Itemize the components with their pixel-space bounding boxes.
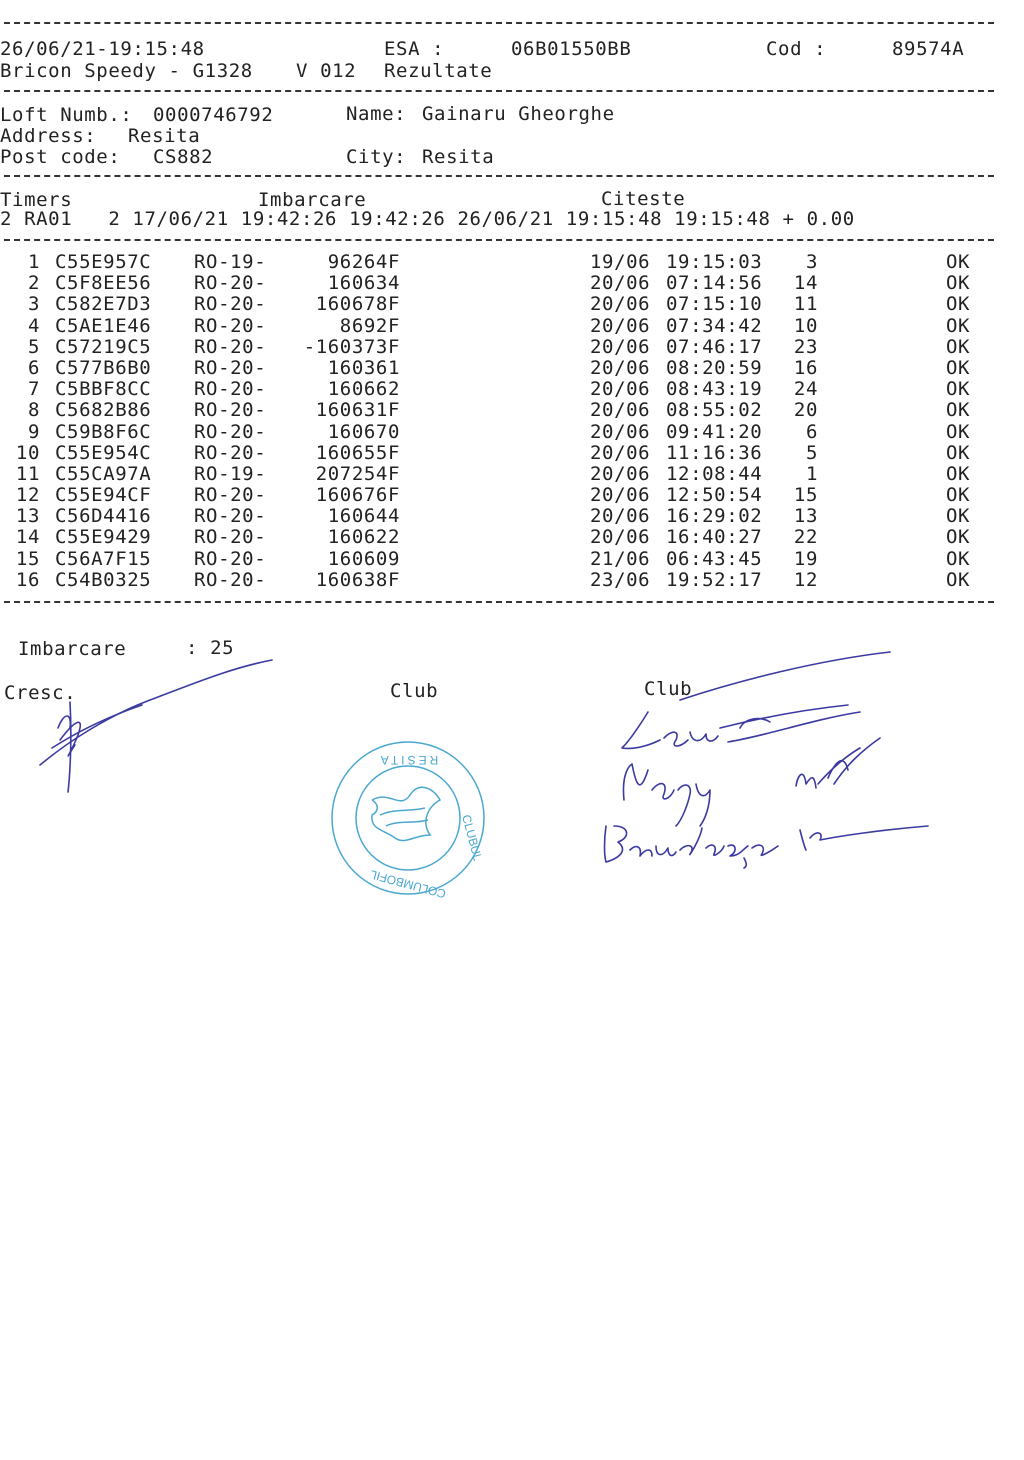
arrival-date: 20/06 bbox=[590, 526, 651, 549]
chip-id: C55E957C bbox=[55, 251, 152, 273]
imbarcare-label: Imbarcare bbox=[258, 189, 367, 211]
status: OK bbox=[946, 293, 971, 316]
cod-label: Cod : bbox=[766, 38, 827, 60]
arrival-time: 08:55:02 bbox=[666, 399, 763, 422]
position: 20 bbox=[793, 399, 818, 422]
ring-number: 160662 bbox=[327, 378, 400, 401]
status: OK bbox=[946, 272, 971, 295]
arrival-time: 12:50:54 bbox=[666, 484, 763, 507]
footer-imbarcare-value: : 25 bbox=[186, 637, 235, 659]
chip-id: C5AE1E46 bbox=[55, 314, 152, 337]
status: OK bbox=[946, 251, 971, 273]
club-label-1: Club bbox=[390, 680, 439, 702]
ring-number: 8692F bbox=[339, 314, 400, 337]
status: OK bbox=[946, 378, 971, 401]
position: 23 bbox=[793, 335, 818, 358]
position: 22 bbox=[793, 526, 818, 549]
chip-id: C5BBF8CC bbox=[55, 378, 152, 401]
loft-label: Loft Numb.: bbox=[0, 104, 133, 126]
arrival-time: 07:14:56 bbox=[666, 272, 763, 295]
arrival-date: 20/06 bbox=[590, 314, 651, 337]
status: OK bbox=[946, 441, 971, 464]
header-datetime: 26/06/21-19:15:48 bbox=[0, 38, 205, 60]
ring-prefix: RO-20- bbox=[194, 356, 267, 379]
status: OK bbox=[946, 505, 971, 528]
footer-imbarcare-label: Imbarcare bbox=[18, 638, 127, 660]
signature-brudasca bbox=[605, 826, 929, 868]
arrival-time: 12:08:44 bbox=[666, 462, 763, 485]
status: OK bbox=[946, 547, 971, 570]
ring-number: 160631F bbox=[315, 399, 400, 422]
position: 15 bbox=[793, 484, 818, 507]
loft-value: 0000746792 bbox=[153, 104, 274, 126]
signature-nagy bbox=[623, 738, 880, 826]
arrival-time: 19:15:03 bbox=[666, 251, 763, 273]
arrival-time: 16:29:02 bbox=[666, 505, 763, 528]
arrival-time: 08:43:19 bbox=[666, 378, 763, 401]
row-number: 12 bbox=[15, 484, 40, 507]
ring-prefix: RO-20- bbox=[194, 272, 267, 295]
ring-number: 160622 bbox=[327, 526, 400, 549]
row-number: 15 bbox=[15, 547, 40, 570]
row-number: 6 bbox=[27, 356, 40, 379]
chip-id: C55E954C bbox=[55, 441, 152, 464]
chip-id: C582E7D3 bbox=[55, 293, 152, 316]
ring-prefix: RO-20- bbox=[194, 293, 267, 316]
arrival-date: 20/06 bbox=[590, 420, 651, 443]
arrival-date: 20/06 bbox=[590, 272, 651, 295]
ring-prefix: RO-19- bbox=[194, 462, 267, 485]
cod-value: 89574A bbox=[892, 38, 965, 60]
chip-id: C577B6B0 bbox=[55, 356, 152, 379]
row-number: 7 bbox=[27, 378, 40, 401]
postcode-label: Post code: bbox=[0, 146, 121, 168]
ring-prefix: RO-20- bbox=[194, 378, 267, 401]
ring-number: 160644 bbox=[327, 505, 400, 528]
ring-prefix: RO-20- bbox=[194, 484, 267, 507]
row-number: 11 bbox=[15, 462, 40, 485]
arrival-time: 19:52:17 bbox=[666, 568, 763, 591]
svg-text:CLUBUL: CLUBUL bbox=[459, 813, 485, 863]
status: OK bbox=[946, 526, 971, 549]
position: 16 bbox=[793, 356, 818, 379]
position: 12 bbox=[793, 568, 818, 591]
row-number: 10 bbox=[15, 441, 40, 464]
postcode-value: CS882 bbox=[153, 146, 214, 168]
chip-id: C5682B86 bbox=[55, 399, 152, 422]
ring-prefix: RO-20- bbox=[194, 505, 267, 528]
ring-prefix: RO-19- bbox=[194, 251, 267, 273]
ring-number: 160678F bbox=[315, 293, 400, 316]
arrival-date: 20/06 bbox=[590, 441, 651, 464]
ring-number: 160609 bbox=[327, 547, 400, 570]
row-number: 14 bbox=[15, 526, 40, 549]
chip-id: C55E9429 bbox=[55, 526, 152, 549]
row-number: 1 bbox=[27, 251, 40, 273]
chip-id: C59B8F6C bbox=[55, 420, 152, 443]
status: OK bbox=[946, 462, 971, 485]
row-number: 9 bbox=[27, 420, 40, 443]
position: 24 bbox=[793, 378, 818, 401]
name-value: Gainaru Gheorghe bbox=[422, 103, 615, 125]
position: 11 bbox=[793, 293, 818, 316]
chip-id: C56D4416 bbox=[55, 505, 152, 528]
row-number: 8 bbox=[27, 399, 40, 422]
position: 6 bbox=[805, 420, 818, 443]
arrival-time: 11:16:36 bbox=[666, 441, 763, 464]
row-number: 5 bbox=[27, 335, 40, 358]
ring-prefix: RO-20- bbox=[194, 420, 267, 443]
ring-prefix: RO-20- bbox=[194, 335, 267, 358]
arrival-time: 07:15:10 bbox=[666, 293, 763, 316]
city-label: City: bbox=[346, 146, 407, 168]
ring-number: 96264F bbox=[327, 251, 400, 273]
arrival-date: 20/06 bbox=[590, 399, 651, 422]
row-number: 16 bbox=[15, 568, 40, 591]
position: 19 bbox=[793, 547, 818, 570]
device-name: Bricon Speedy - G1328 bbox=[0, 60, 253, 82]
position: 3 bbox=[805, 251, 818, 273]
status: OK bbox=[946, 568, 971, 591]
address-value: Resita bbox=[128, 125, 201, 147]
position: 13 bbox=[793, 505, 818, 528]
arrival-date: 23/06 bbox=[590, 568, 651, 591]
ring-number: 160670 bbox=[327, 420, 400, 443]
status: OK bbox=[946, 399, 971, 422]
svg-text:COLUMBOFIL: COLUMBOFIL bbox=[368, 867, 448, 901]
arrival-time: 07:34:42 bbox=[666, 314, 763, 337]
arrival-date: 20/06 bbox=[590, 462, 651, 485]
arrival-date: 20/06 bbox=[590, 335, 651, 358]
club-stamp bbox=[332, 742, 485, 901]
arrival-date: 20/06 bbox=[590, 378, 651, 401]
row-number: 4 bbox=[27, 314, 40, 337]
ring-prefix: RO-20- bbox=[194, 526, 267, 549]
row-number: 3 bbox=[27, 293, 40, 316]
chip-id: C54B0325 bbox=[55, 568, 152, 591]
chip-id: C55E94CF bbox=[55, 484, 152, 507]
arrival-time: 16:40:27 bbox=[666, 526, 763, 549]
arrival-date: 19/06 bbox=[590, 251, 651, 273]
timers-line: 2 RA01 2 17/06/21 19:42:26 19:42:26 26/06/21 19:15:48 19:15:48 + 0.00 bbox=[0, 208, 855, 230]
citeste-label: Citeste bbox=[601, 188, 686, 210]
club-label-2: Club bbox=[644, 678, 693, 700]
ring-prefix: RO-20- bbox=[194, 314, 267, 337]
arrival-time: 07:46:17 bbox=[666, 335, 763, 358]
arrival-date: 20/06 bbox=[590, 505, 651, 528]
chip-id: C56A7F15 bbox=[55, 547, 152, 570]
ring-prefix: RO-20- bbox=[194, 568, 267, 591]
position: 14 bbox=[793, 272, 818, 295]
ring-prefix: RO-20- bbox=[194, 399, 267, 422]
status: OK bbox=[946, 420, 971, 443]
address-label: Address: bbox=[0, 125, 97, 147]
arrival-date: 20/06 bbox=[590, 356, 651, 379]
position: 1 bbox=[805, 462, 818, 485]
row-number: 2 bbox=[27, 272, 40, 295]
status: OK bbox=[946, 484, 971, 507]
report-mode: Rezultate bbox=[384, 60, 493, 82]
esa-value: 06B01550BB bbox=[511, 38, 632, 60]
device-version: V 012 bbox=[296, 60, 357, 82]
ring-number: 160361 bbox=[327, 356, 400, 379]
ring-number: 160638F bbox=[315, 568, 400, 591]
arrival-time: 06:43:45 bbox=[666, 547, 763, 570]
status: OK bbox=[946, 356, 971, 379]
position: 5 bbox=[805, 441, 818, 464]
city-value: Resita bbox=[422, 146, 495, 168]
arrival-time: 08:20:59 bbox=[666, 356, 763, 379]
arrival-date: 20/06 bbox=[590, 293, 651, 316]
arrival-date: 21/06 bbox=[590, 547, 651, 570]
chip-id: C5F8EE56 bbox=[55, 272, 152, 295]
ring-number: 207254F bbox=[315, 462, 400, 485]
ring-number: 160676F bbox=[315, 484, 400, 507]
status: OK bbox=[946, 314, 971, 337]
ring-number: -160373F bbox=[303, 335, 400, 358]
ring-number: 160655F bbox=[315, 441, 400, 464]
chip-id: C57219C5 bbox=[55, 335, 152, 358]
signature-leu bbox=[622, 652, 890, 748]
esa-label: ESA : bbox=[384, 38, 445, 60]
ring-prefix: RO-20- bbox=[194, 547, 267, 570]
chip-id: C55CA97A bbox=[55, 462, 152, 485]
cresc-signature bbox=[40, 660, 272, 792]
ring-prefix: RO-20- bbox=[194, 441, 267, 464]
arrival-date: 20/06 bbox=[590, 484, 651, 507]
cresc-label: Cresc. bbox=[4, 682, 77, 704]
svg-text:RESITA: RESITA bbox=[377, 753, 439, 767]
arrival-time: 09:41:20 bbox=[666, 420, 763, 443]
row-number: 13 bbox=[15, 505, 40, 528]
timers-label: Timers bbox=[0, 189, 73, 211]
name-label: Name: bbox=[346, 103, 407, 125]
ring-number: 160634 bbox=[327, 272, 400, 295]
status: OK bbox=[946, 335, 971, 358]
position: 10 bbox=[793, 314, 818, 337]
